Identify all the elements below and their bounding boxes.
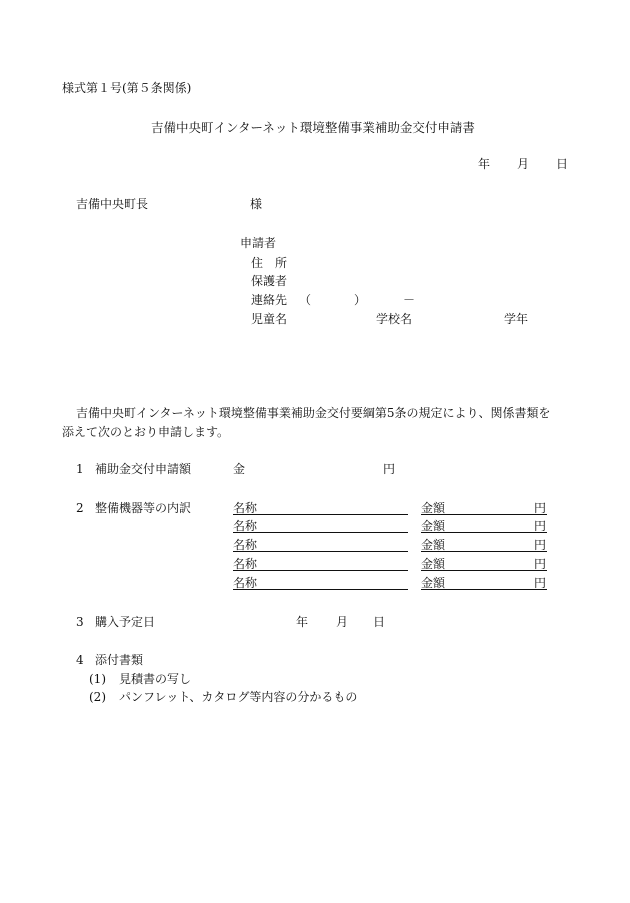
addressee-honorific: 様	[250, 197, 263, 211]
equipment-amount-line	[421, 532, 547, 533]
equipment-yen: 円	[534, 501, 547, 515]
item-1-label: 補助金交付申請額	[95, 462, 192, 476]
attachment-text: 見積書の写し	[119, 672, 192, 686]
equipment-name-line	[233, 532, 408, 533]
school-name-label: 学校名	[376, 312, 413, 326]
equipment-name-label: 名称	[233, 557, 258, 571]
addressee-name: 吉備中央町長	[76, 197, 149, 211]
contact-dash: －	[403, 293, 416, 307]
contact-paren-open: （	[299, 293, 312, 307]
equipment-amount-line	[421, 589, 547, 590]
date-year: 年	[478, 157, 491, 171]
body-line-2: 添えて次のとおり申請します。	[62, 425, 230, 439]
equipment-amount-line	[421, 570, 547, 571]
equipment-amount-label: 金額	[421, 519, 446, 533]
item-1-number: 1	[76, 462, 84, 476]
equipment-amount-label: 金額	[421, 557, 446, 571]
attachment-text: パンフレット、カタログ等内容の分かるもの	[119, 690, 358, 704]
equipment-yen: 円	[534, 576, 547, 590]
contact-label: 連絡先	[251, 293, 288, 307]
item-3-year: 年	[296, 615, 309, 629]
grade-label: 学年	[504, 312, 529, 326]
guardian-label: 保護者	[251, 274, 288, 288]
child-name-label: 児童名	[251, 312, 288, 326]
equipment-name-label: 名称	[233, 576, 258, 590]
item-4-label: 添付書類	[95, 653, 144, 667]
applicant-heading: 申請者	[240, 236, 277, 250]
item-2-label: 整備機器等の内訳	[95, 501, 192, 515]
equipment-yen: 円	[534, 519, 547, 533]
item-3-label: 購入予定日	[95, 615, 156, 629]
item-1-suffix: 円	[383, 462, 396, 476]
item-1-prefix: 金	[233, 462, 246, 476]
item-3-day: 日	[373, 615, 386, 629]
date-month: 月	[517, 157, 530, 171]
item-2-number: 2	[76, 501, 84, 515]
equipment-name-line	[233, 589, 408, 590]
equipment-name-label: 名称	[233, 519, 258, 533]
item-3-month: 月	[336, 615, 349, 629]
form-number: 様式第１号(第５条関係)	[62, 81, 192, 95]
equipment-amount-line	[421, 514, 547, 515]
equipment-amount-line	[421, 551, 547, 552]
item-4-number: 4	[76, 653, 84, 667]
attachment-number: (2)	[89, 690, 106, 704]
equipment-amount-label: 金額	[421, 538, 446, 552]
equipment-yen: 円	[534, 557, 547, 571]
address-label: 住 所	[251, 256, 288, 270]
body-line-1: 吉備中央町インターネット環境整備事業補助金交付要綱第5条の規定により、関係書類を	[76, 406, 551, 420]
equipment-yen: 円	[534, 538, 547, 552]
equipment-name-line	[233, 570, 408, 571]
equipment-name-label: 名称	[233, 501, 258, 515]
equipment-name-line	[233, 514, 408, 515]
equipment-amount-label: 金額	[421, 576, 446, 590]
document-title: 吉備中央町インターネット環境整備事業補助金交付申請書	[151, 120, 475, 135]
equipment-name-label: 名称	[233, 538, 258, 552]
equipment-amount-label: 金額	[421, 501, 446, 515]
item-3-number: 3	[76, 615, 84, 629]
attachment-number: (1)	[89, 672, 106, 686]
equipment-name-line	[233, 551, 408, 552]
contact-paren-close: ）	[354, 293, 367, 307]
date-day: 日	[556, 157, 569, 171]
